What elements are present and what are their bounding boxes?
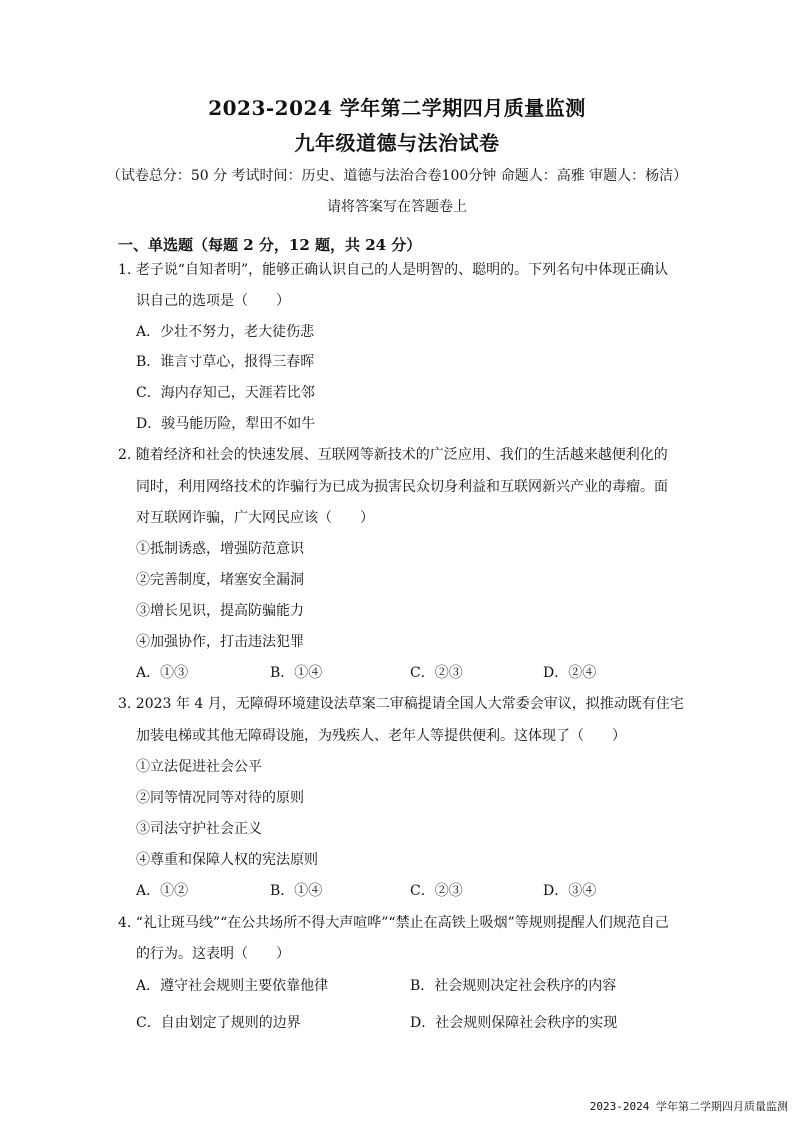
exam-info: （试卷总分：50 分 考试时间：历史、道德与法治合卷100分钟 命题人：高雅 审题人：杨洁） [106,168,688,184]
q2-statement-3: ③增长见识，提高防骗能力 [136,603,304,619]
q2-stem-line3: 对互联网诈骗，广大网民应该（ ） [136,510,374,526]
q4-stem-line1: 4. “礼让斑马线”“在公共场所不得大声喧哗”“禁止在高铁上吸烟”等规则提醒人们规范自己 [118,915,669,931]
exam-title-line1: 2023-2024 学年第二学期四月质量监测 [208,96,586,120]
q3-option-d: D．③④ [543,883,597,899]
q3-option-c: C．②③ [410,883,463,899]
q3-option-a: A．①② [136,883,189,899]
q4-option-b: B．社会规则决定社会秩序的内容 [410,978,617,994]
q1-option-b: B．谁言寸草心，报得三春晖 [136,354,315,370]
q3-stem-line2: 加装电梯或其他无障碍设施，为残疾人、老年人等提供便利。这体现了（ ） [136,728,626,744]
q1-option-c: C．海内存知己，天涯若比邻 [136,385,315,401]
q4-stem-line2: 的行为。这表明（ ） [136,946,290,962]
q3-statement-2: ②同等情况同等对待的原则 [136,790,304,806]
q3-statement-3: ③司法守护社会正义 [136,821,262,837]
q2-statement-2: ②完善制度，堵塞安全漏洞 [136,572,304,588]
q3-option-b: B．①④ [270,883,323,899]
q1-option-d: D．骏马能历险，犁田不如牛 [136,416,316,432]
q2-stem-line2: 同时，利用网络技术的诈骗行为已成为损害民众切身利益和互联网新兴产业的毒瘤。面 [136,479,668,495]
q2-stem-line1: 2. 随着经济和社会的快速发展、互联网等新技术的广泛应用、我们的生活越来越便利化的 [118,447,668,463]
q4-option-c: C．自由划定了规则的边界 [136,1015,301,1031]
q2-option-a: A．①③ [136,665,189,681]
q1-option-a: A．少壮不努力，老大徒伤悲 [136,324,315,340]
q4-option-a: A．遵守社会规则主要依靠他律 [136,978,329,994]
q3-statement-1: ①立法促进社会公平 [136,759,262,775]
q1-stem-line2: 识自己的选项是（ ） [136,293,290,309]
q3-statement-4: ④尊重和保障人权的宪法原则 [136,852,318,868]
q2-option-d: D．②④ [543,665,597,681]
q2-statement-4: ④加强协作，打击违法犯罪 [136,634,304,650]
q1-stem-line1: 1. 老子说“自知者明”，能够正确认识自己的人是明智的、聪明的。下列名句中体现正确认 [118,262,669,278]
answer-instruction: 请将答案写在答题卷上 [327,199,467,215]
q3-stem-line1: 3. 2023 年 4 月，无障碍环境建设法草案二审稿提请全国人大常委会审议，拟推动既有住宅 [118,696,684,712]
exam-title-line2: 九年级道德与法治试卷 [294,131,500,155]
q2-statement-1: ①抵制诱惑，增强防范意识 [136,541,304,557]
page-footer: 2023-2024 学年第二学期四月质量监测 [589,1100,788,1113]
q2-option-b: B．①④ [270,665,323,681]
q4-option-d: D．社会规则保障社会秩序的实现 [410,1015,618,1031]
q2-option-c: C．②③ [410,665,463,681]
section-heading: 一、单选题（每题 2 分，12 题，共 24 分） [118,236,422,254]
